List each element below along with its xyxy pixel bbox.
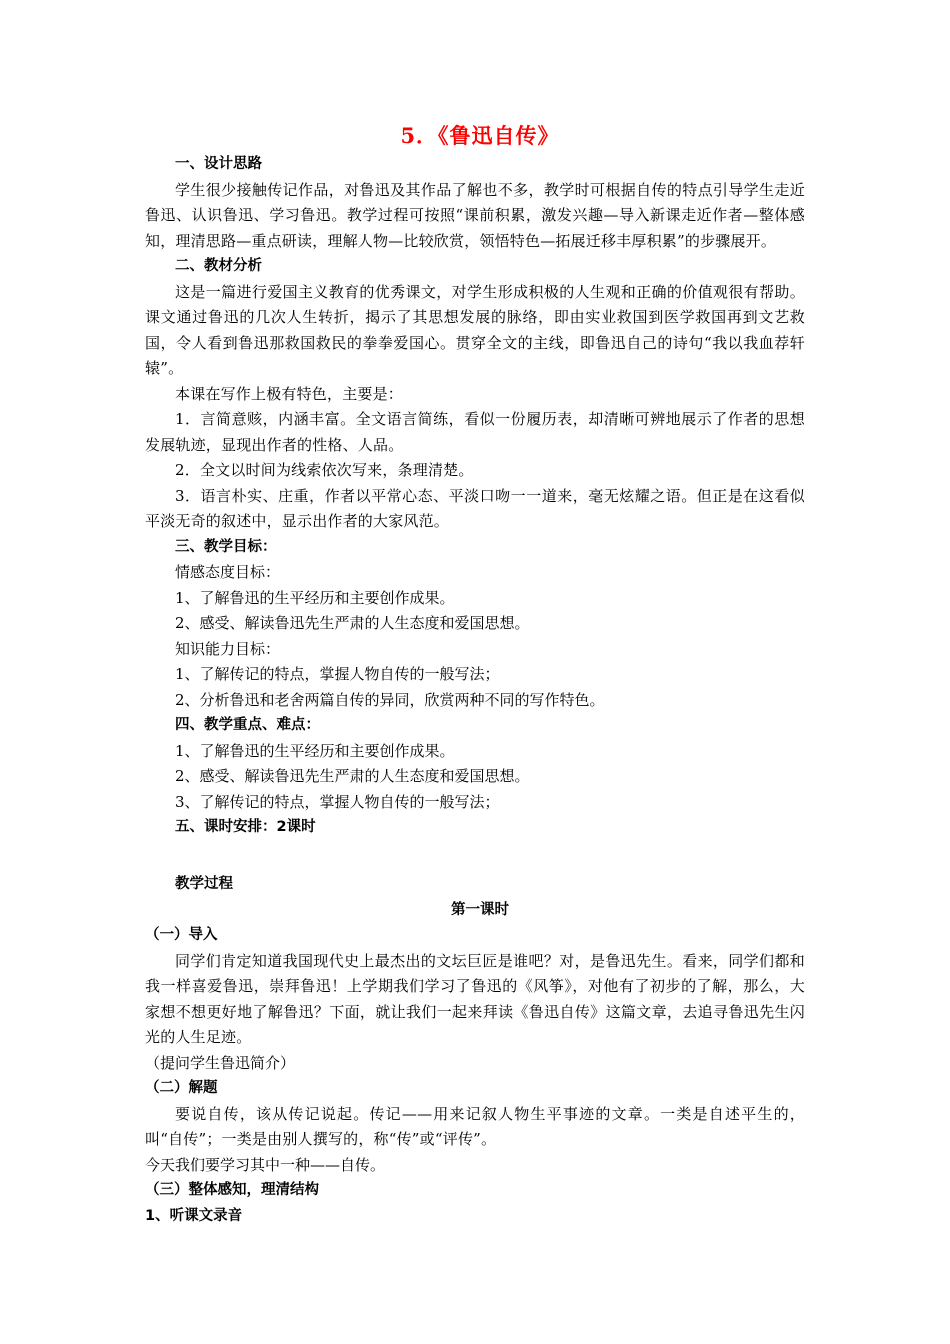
section-heading-goals: 三、教学目标： [175,538,277,555]
paragraph-design: 学生很少接触传记作品，对鲁迅及其作品了解也不多，教学时可根据自传的特点引导学生走近鲁迅、认识鲁迅、学习鲁迅。教学过程可按照“课前积累，激发兴趣—导入新课走近作者—整体感知，理清思路—重点研读，理解人物—比较欣赏，领悟特色—拓展迁移丰厚积累”的步骤展开。 [145,180,805,250]
section-heading-design: 一、设计思路 [175,156,262,172]
list-item-goal-4: 2、分析鲁迅和老舍两篇自传的异同，欣赏两种不同的写作特色。 [175,690,605,709]
step-item-listen: 1、听课文录音 [145,1207,243,1224]
paragraph-title-explain: 要说自传，该从传记说起。传记——用来记叙人物生平事迹的文章。一类是自述平生的，叫“自传”；一类是由别人撰写的，称“传”或“评传”。 [145,1104,805,1148]
paragraph-intro: 同学们肯定知道我国现代史上最杰出的文坛巨匠是谁吧？对，是鲁迅先生。看来，同学们都和我一样喜爱鲁迅，崇拜鲁迅！上学期我们学习了鲁迅的《风筝》，对他有了初步的了解，那么，大家想不想更好地了解鲁迅？下面，就让我们一起来拜读《鲁迅自传》这篇文章，去追寻鲁迅先生闪光的人生足迹。 [145,951,805,1046]
list-item-goal-2: 2、感受、解读鲁迅先生严肃的人生态度和爱国思想。 [175,614,530,632]
list-item-keypoint-2: 2、感受、解读鲁迅先生严肃的人生态度和爱国思想。 [175,767,530,785]
subheading-knowledge-goals: 知识能力目标： [175,639,281,658]
list-item-feature-2: 2．全文以时间为线索依次写来，条理清楚。 [175,461,474,479]
step-heading-title-explain: （二）解题 [145,1080,218,1096]
list-item-goal-3: 1、了解传记的特点，掌握人物自传的一般写法； [175,665,500,683]
paragraph-analysis-1: 这是一篇进行爱国主义教育的优秀课文，对学生形成积极的人生观和正确的价值观很有帮助。课文通过鲁迅的几次人生转折，揭示了其思想发展的脉络，即由实业救国到医学救国再到文艺救国，令人看到鲁迅那救国救民的拳拳爱国心。贯穿全文的主线，即鲁迅自己的诗句“我以我血荐轩辕”。 [145,282,805,377]
teaching-process [145,872,805,1229]
step-heading-intro: （一）导入 [145,927,218,943]
list-item-keypoint-3: 3、了解传记的特点，掌握人物自传的一般写法； [175,792,500,811]
paragraph-analysis-2: 本课在写作上极有特色，主要是： [175,384,404,403]
list-item-feature-1: 1．言简意赅，内涵丰富。全文语言简练，看似一份履历表，却清晰可辨地展示了作者的思想发展轨迹，显现出作者的性格、人品。 [145,410,805,454]
document-page [145,122,805,841]
list-item-keypoint-1: 1、了解鲁迅的生平经历和主要创作成果。 [175,741,455,760]
section-heading-schedule: 五、课时安排：2课时 [175,819,316,835]
note-intro: （提问学生鲁迅简介） [145,1053,296,1072]
section-heading-keypoints: 四、教学重点、难点： [175,717,320,733]
lesson-heading: 第一课时 [451,901,509,918]
process-heading: 教学过程 [175,876,233,892]
list-item-feature-3: 3．语言朴实、庄重，作者以平常心态、平淡口吻一一道来，毫无炫耀之语。但正是在这看似平淡无奇的叙述中，显示出作者的大家风范。 [145,486,805,530]
subheading-emotion-goals: 情感态度目标： [175,563,281,581]
paragraph-title-explain-2: 今天我们要学习其中一种——自传。 [145,1155,386,1174]
section-heading-analysis: 二、教材分析 [175,258,262,274]
list-item-goal-1: 1、了解鲁迅的生平经历和主要创作成果。 [175,588,455,607]
document-title: 5．《鲁迅自传》 [400,123,560,148]
step-heading-overview: （三）整体感知，理清结构 [145,1182,319,1198]
